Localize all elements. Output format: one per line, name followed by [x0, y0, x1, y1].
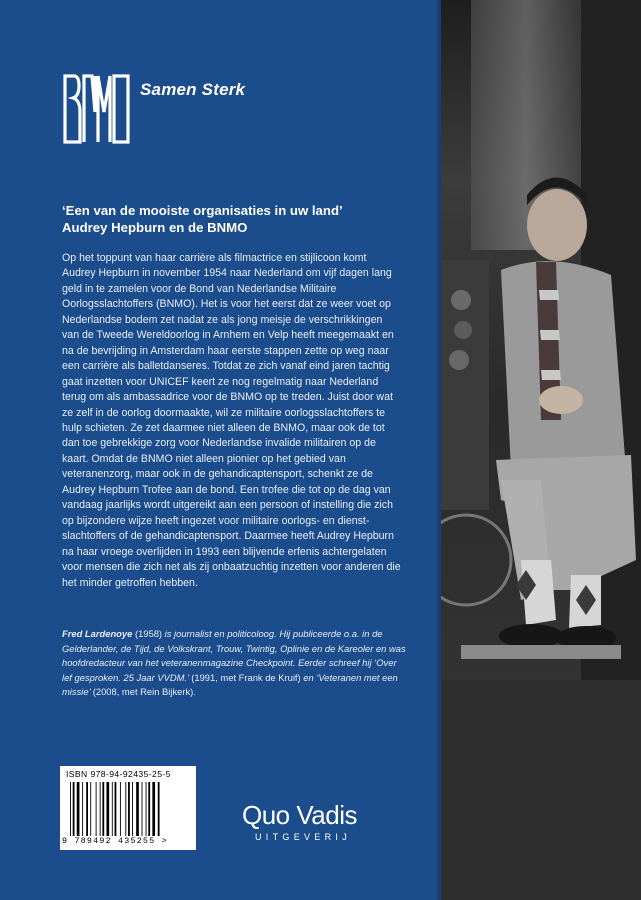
- barcode-bar: [120, 782, 121, 836]
- barcode-bar: [73, 782, 75, 836]
- barcode-bar: [142, 782, 143, 836]
- barcode-digits: 9 789492 435255 >: [62, 836, 168, 846]
- heading: [62, 202, 422, 236]
- barcode-bars: [68, 782, 188, 836]
- barcode-bar: [70, 782, 71, 836]
- tagline: Samen Sterk: [140, 80, 246, 99]
- author-bio: [62, 627, 407, 700]
- blurb: [62, 251, 402, 591]
- barcode-bar: [115, 782, 117, 836]
- barcode: [60, 766, 196, 850]
- barcode-bar: [146, 782, 147, 836]
- barcode-bar: [125, 782, 126, 836]
- barcode-bar: [112, 782, 113, 836]
- cover-photo: [441, 0, 641, 900]
- isbn-label: ISBN 978-94-92435-25-5: [66, 769, 171, 779]
- barcode-bar: [102, 782, 104, 836]
- author-note-2: (2008, met Rein Bijkerk): [92, 686, 194, 698]
- bnmo-logo-mark: [62, 72, 132, 146]
- barcode-bar: [86, 782, 88, 836]
- publisher-name: Quo Vadis: [242, 800, 357, 830]
- barcode-bar: [136, 782, 139, 836]
- barcode-bar: [96, 782, 97, 836]
- photo-illustration: [441, 0, 641, 900]
- barcode-bar: [132, 782, 133, 836]
- author-bio-end: .: [193, 686, 196, 698]
- barcode-bar: [158, 782, 160, 836]
- barcode-bar: [152, 782, 155, 836]
- author-bio-text-1: is journalist en politicoloog. Hij publiceerde o.a. in de Gelderlander, de Tijd, de Volkskrant, Trouw, Twintig, Oplinie en de Kareoler en was hoofdredacteur van het veteranenmagazine Checkpoint. Eerder schreef hij ‘Over lef gesproken. 25 Jaar VVDM.’: [62, 628, 406, 683]
- barcode-bar: [148, 782, 150, 836]
- author-note-1: (1991, met Frank de Kruif): [191, 671, 301, 683]
- barcode-bar: [82, 782, 83, 836]
- author-year: (1958): [134, 628, 163, 639]
- barcode-bar: [77, 782, 80, 836]
- barcode-bar: [100, 782, 101, 836]
- publisher-subtitle: UITGEVERIJ: [255, 832, 352, 842]
- barcode-bar: [106, 782, 109, 836]
- heading-line-2: Audrey Hepburn en de BNMO: [62, 220, 248, 235]
- heading-line-1: ‘Een van de mooiste organisaties in uw land’: [62, 203, 343, 218]
- bnmo-logo: [62, 72, 132, 146]
- author-name: Fred Lardenoye: [62, 628, 133, 639]
- blurb-paragraph: Op het toppunt van haar carrière als filmactrice en stijlicoon komt Audrey Hepburn in november 1954 naar Nederland om vijf dagen lang geld in te zamelen voor de Bond van Nederlandse Militaire Oorlogsslachtoffers (BNMO). Het is voor het eerst dat ze weer voet op Nederlandse bodem zet nadat ze als jong meisje de verschrikkingen van de Tweede Wereldoorlog in Arnhem en Velp heeft meegemaakt en na de bevrijding in Amsterdam haar eerste stappen zette op weg naar een carrière als balletdanseres. Totdat ze zich vanaf eind jaren tachtig gaat inzetten voor UNICEF keert ze nog regelmatig naar Nederland terug om als ambassadrice voor de BNMO op te treden. Juist door wat ze zelf in de oorlog doormaakte, wil ze militaire oorlogsslachtoffers te hulp schieten. Ze zet daarmee niet alleen de BNMO, maar ook de tot dan toe gebrekkige zorg voor Nederlandse invalide militairen op de kaart. Omdat de BNMO niet alleen pionier op het gebied van veteranenzorg, maar ook in de gehandicaptensport, schenkt ze de Audrey Hepburn Trofee aan de bond. Een trofee die tot op de dag van vandaag jaarlijks wordt uitgereikt aan een persoon of instelling die zich op bijzondere wijze heeft ingezet voor militaire oorlogs- en dienstslachtoffers of de gehandicaptensport. Daarmee heeft Audrey Hepburn na haar vroege overlijden in 1993 een blijvende erfenis achtergelaten voor mensen die zich net als zij onbaatzuchtig inzetten voor anderen die het minder getroffen hebben.: [62, 252, 401, 589]
- barcode-bar: [90, 782, 91, 836]
- barcode-bar: [128, 782, 130, 836]
- author-bio-text-2: en ‘Veteranen met een missie’: [62, 671, 398, 698]
